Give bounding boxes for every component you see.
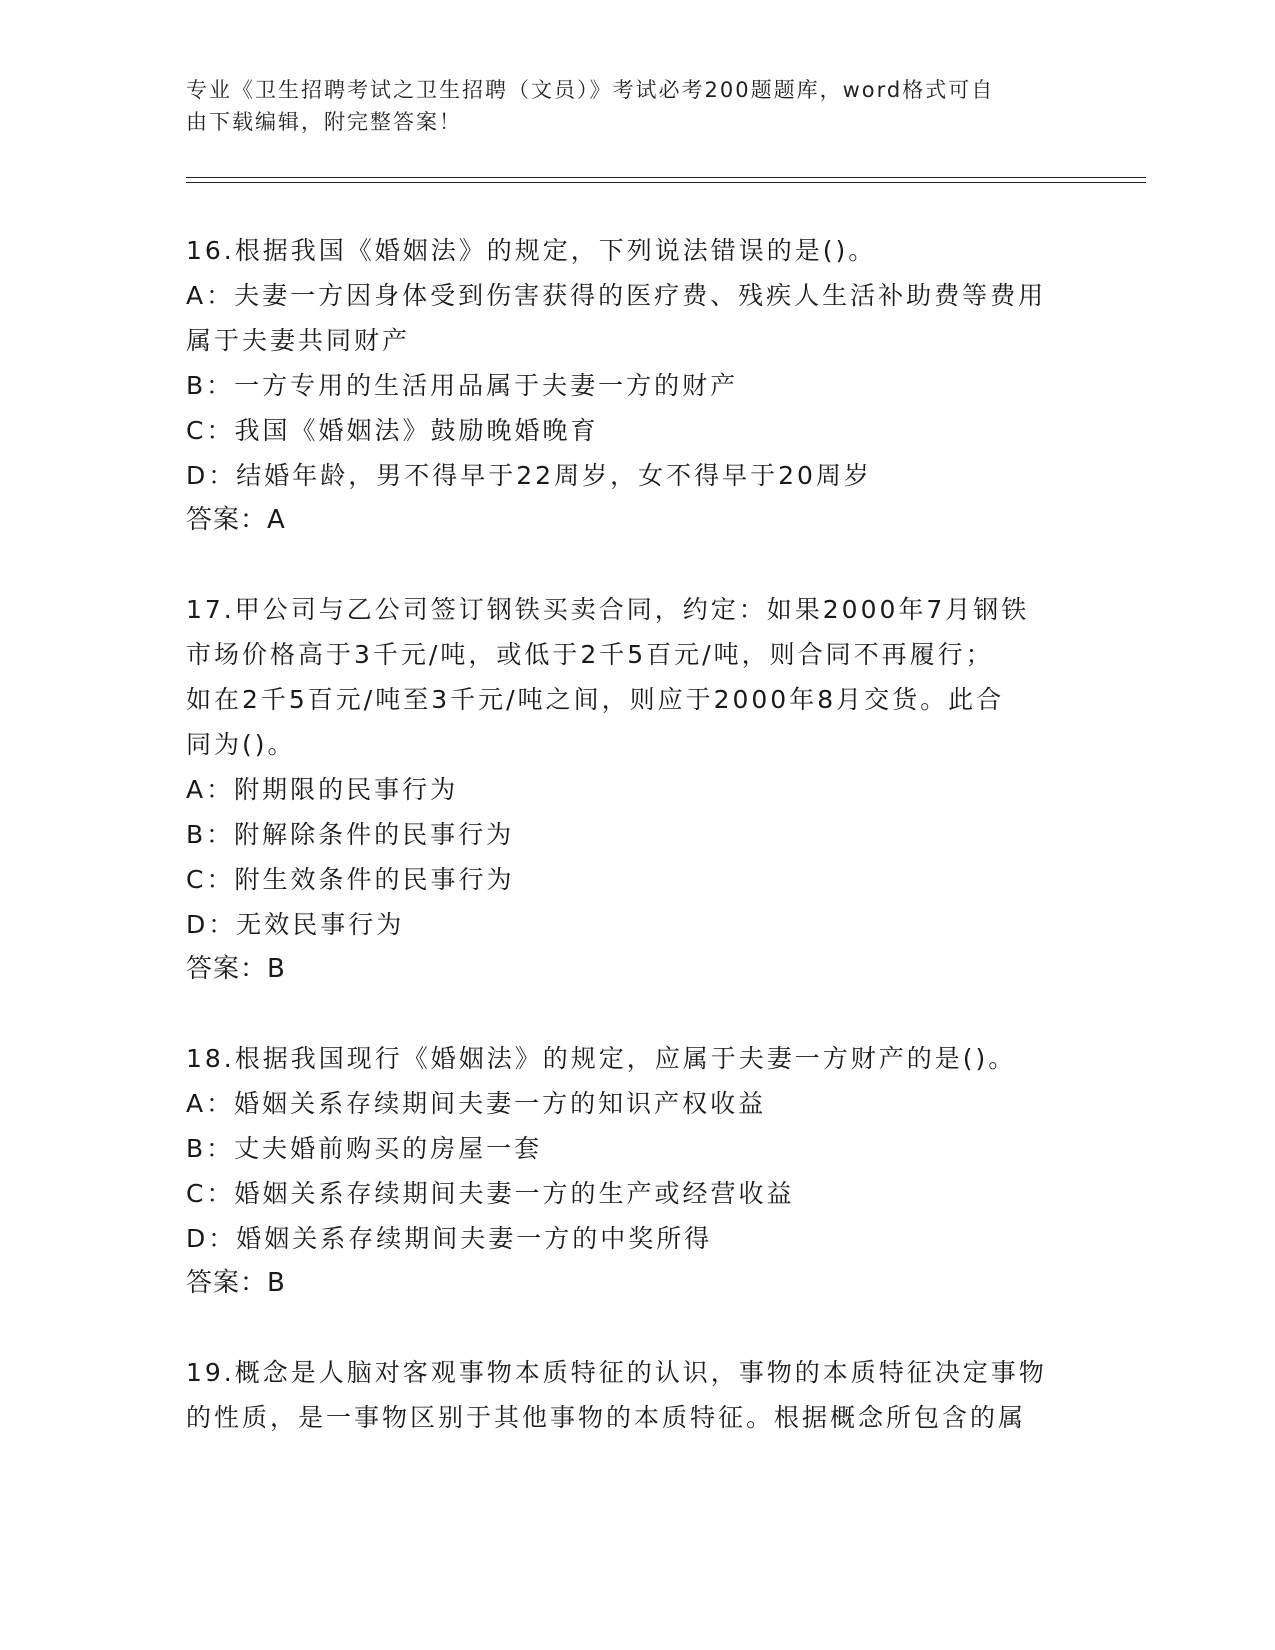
question-stem: 16.根据我国《婚姻法》的规定，下列说法错误的是()。 [186, 236, 877, 265]
question-stem-continued: 同为()。 [186, 730, 296, 759]
option-a: A：婚姻关系存续期间夫妻一方的知识产权收益 [186, 1089, 767, 1118]
option-c: C：附生效条件的民事行为 [186, 865, 515, 894]
header-line-1: 专业《卫生招聘考试之卫生招聘（文员）》考试必考200题题库，word格式可自 [186, 78, 995, 102]
option-a: A：夫妻一方因身体受到伤害获得的医疗费、残疾人生活补助费等费用 [186, 281, 1047, 310]
option-c: C：婚姻关系存续期间夫妻一方的生产或经营收益 [186, 1179, 795, 1208]
option-b: B：附解除条件的民事行为 [186, 820, 515, 849]
option-d: D：婚姻关系存续期间夫妻一方的中奖所得 [186, 1224, 713, 1253]
question-stem: 19.概念是人脑对客观事物本质特征的认识，事物的本质特征决定事物 [186, 1358, 1047, 1387]
spacer [186, 1306, 1086, 1350]
option-a: A：附期限的民事行为 [186, 775, 459, 804]
header-rule-top [186, 177, 1146, 178]
answer-label: 答案：A [186, 505, 286, 535]
option-d: D：结婚年龄，男不得早于22周岁，女不得早于20周岁 [186, 461, 872, 490]
question-17 [186, 587, 1086, 992]
option-b: B：一方专用的生活用品属于夫妻一方的财产 [186, 371, 739, 400]
option-d: D：无效民事行为 [186, 910, 405, 939]
answer-label: 答案：B [186, 1268, 286, 1298]
option-c: C：我国《婚姻法》鼓励晚婚晚育 [186, 416, 599, 445]
question-stem-continued: 的性质，是一事物区别于其他事物的本质特征。根据概念所包含的属 [186, 1403, 1027, 1432]
document-header [186, 74, 1066, 138]
question-stem-continued: 如在2千5百元/吨至3千元/吨之间，则应于2000年8月交货。此合 [186, 685, 1005, 714]
question-16 [186, 228, 1086, 543]
question-stem: 18.根据我国现行《婚姻法》的规定，应属于夫妻一方财产的是()。 [186, 1044, 1017, 1073]
option-b: B：丈夫婚前购买的房屋一套 [186, 1134, 543, 1163]
answer-label: 答案：B [186, 954, 286, 984]
question-18 [186, 1036, 1086, 1306]
question-stem-continued: 市场价格高于3千元/吨，或低于2千5百元/吨，则合同不再履行； [186, 640, 994, 669]
header-rule-bottom [186, 182, 1146, 183]
question-19 [186, 1350, 1086, 1440]
header-line-2: 由下载编辑，附完整答案！ [186, 110, 462, 134]
spacer [186, 992, 1086, 1036]
option-a-continued: 属于夫妻共同财产 [186, 326, 411, 355]
spacer [186, 543, 1086, 587]
question-stem: 17.甲公司与乙公司签订钢铁买卖合同，约定：如果2000年7月钢铁 [186, 595, 1030, 624]
question-list [186, 228, 1086, 1440]
